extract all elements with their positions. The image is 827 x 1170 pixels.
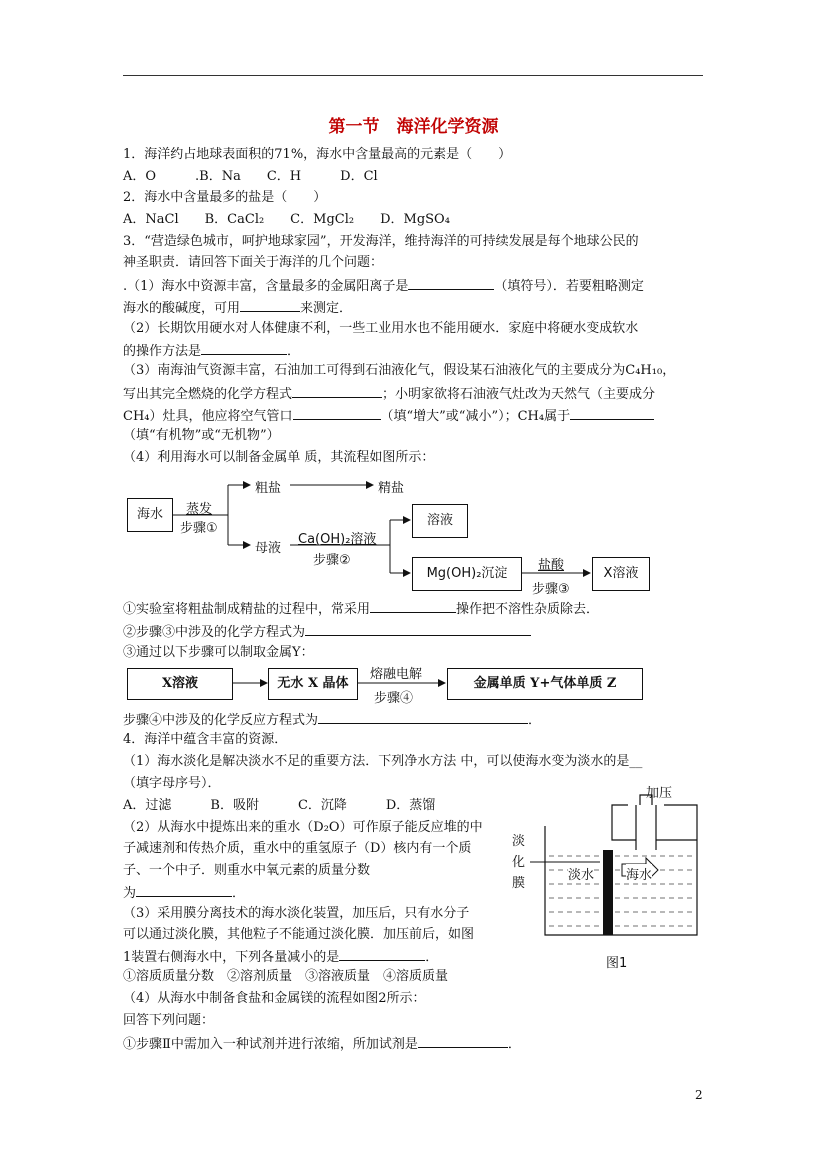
- flow-label-evaporate: 蒸发: [186, 502, 213, 517]
- q4-part3-options: ①溶质质量分数 ②溶剂质量 ③溶液质量 ④溶质质量: [123, 969, 449, 984]
- figure-1-label-sea-water: 海水: [626, 864, 652, 883]
- q3-part3-cont-text-b: ；小明家欲将石油液气灶改为天然气（主要成分: [382, 387, 656, 402]
- q3-sub3-text: 步骤④中涉及的化学反应方程式为: [123, 713, 319, 728]
- flow2-label-electrolysis: 熔融电解: [370, 667, 423, 682]
- q3-part3-cont2-text-b: （填“增大”或“减小”）；CH₄属于: [380, 409, 571, 424]
- q3-part2-period: ．: [287, 344, 301, 359]
- q4-part2-period: ．: [232, 886, 246, 901]
- flow-box-mgoh2: Mg(OH)₂沉淀: [412, 557, 522, 591]
- q3-part1-cont-text: 海水的酸碱度，可用: [123, 301, 241, 316]
- flow-box-x-solution: X溶液: [592, 557, 650, 591]
- question-1-options: A．O .B．Na C．H D．Cl: [123, 169, 378, 184]
- q4-part3-cont: 可以通过淡化膜，其他粒子不能通过淡化膜．加压前后，如图: [123, 927, 475, 942]
- q4-part1-cont: （填字母序号）．: [123, 776, 221, 791]
- q4-part2-cont: 子减速剂和传热介质，重水中的重氢原子（D）核内有一个质: [123, 841, 472, 856]
- q3-part4: （4）利用海水可以制备金属单 质，其流程如图所示：: [123, 450, 435, 465]
- q4-part4: （4）从海水中制备食盐和金属镁的流程如图2所示：: [123, 991, 426, 1006]
- flow2-box-products: 金属单质 Y+气体单质 Z: [447, 668, 643, 700]
- q3-part3-cont-text: 写出其完全燃烧的化学方程式: [123, 387, 293, 402]
- flow-label-step3: 步骤③: [532, 582, 570, 597]
- flow2-box-anhydrous: 无水 X 晶体: [268, 668, 358, 700]
- q4-part2-cont3-text: 为: [123, 886, 137, 901]
- q4-part1: （1）海水淡化是解决淡水不足的重要方法．下列净水方法 中，可以使海水变为淡水的是__: [123, 754, 643, 769]
- q3-sub3-period: ．: [528, 713, 542, 728]
- q3-part4-sub3: ③通过以下步骤可以制取金属Y：: [123, 645, 314, 660]
- q3-sub1-text: ①实验室将粗盐制成精盐的过程中，常采用: [123, 602, 371, 617]
- q4-sub1-text: ①步骤Ⅱ中需加入一种试剂并进行浓缩，所加试剂是: [123, 1037, 418, 1052]
- flow-label-crude-salt: 粗盐: [255, 481, 282, 496]
- flow-label-mother-liquor: 母液: [255, 541, 282, 556]
- q4-part2: （2）从海水中提炼出来的重水（D₂O）可作原子能反应堆的中: [123, 820, 483, 835]
- flow-label-caoh2: Ca(OH)₂溶液: [298, 532, 377, 547]
- q3-part1-text-b: （填符号）．若要粗略测定: [494, 279, 644, 294]
- flow-label-step2: 步骤②: [313, 553, 351, 568]
- q4-part3-cont2-text: 1装置右侧海水中，下列各量减小的是: [123, 950, 340, 965]
- q3-sub2-text: ②步骤③中涉及的化学方程式为: [123, 625, 306, 640]
- figure-1-label-fresh-water: 淡水: [568, 864, 594, 883]
- question-1: 1．海洋约占地球表面积的71%，海水中含量最高的元素是（ ）: [123, 147, 512, 162]
- figure-1-label-membrane-2: 化: [512, 855, 526, 870]
- figure-1-label-membrane-1: 淡: [512, 834, 526, 849]
- question-2: 2．海水中含量最多的盐是（ ）: [123, 190, 327, 205]
- figure-1-label-membrane-3: 膜: [512, 876, 526, 891]
- flow-label-refined-salt: 精盐: [378, 481, 405, 496]
- q3-part1-cont-text-b: 来测定．: [300, 301, 353, 316]
- q3-sub1-text-b: 操作把不溶性杂质除去．: [456, 602, 600, 617]
- q4-part4-cont: 回答下列问题：: [123, 1013, 215, 1028]
- q4-part3-period: ．: [425, 950, 439, 965]
- flow2-label-step4: 步骤④: [374, 691, 414, 706]
- page-number: 2: [695, 1088, 703, 1102]
- q3-part3-cont3: （填“有机物”或“无机物”）: [123, 428, 280, 443]
- q4-part2-cont2: 子、一个中子．则重水中氧元素的质量分数: [123, 863, 371, 878]
- q4-part3: （3）采用膜分离技术的海水淡化装置，加压后，只有水分子: [123, 906, 470, 921]
- flow-box-solution: 溶液: [412, 504, 468, 538]
- flow2-box-x-solution: X溶液: [127, 668, 233, 700]
- q4-part1-options: A．过滤 B．吸附 C．沉降 D．蒸馏: [123, 798, 436, 813]
- q3-part3-cont2-text: CH₄）灶具，他应将空气管口: [123, 409, 293, 424]
- figure-1-label-pressure: 加压: [646, 786, 673, 801]
- flow-box-seawater: 海水: [127, 498, 173, 532]
- q3-part1-text: .（1）海水中资源丰富，含量最多的金属阳离子是: [123, 279, 409, 294]
- question-4: 4．海洋中蕴含丰富的资源．: [123, 732, 288, 747]
- question-3-intro: 3．“营造绿色城市，呵护地球家园”，开发海洋，维持海洋的可持续发展是每个地球公民的: [123, 234, 639, 249]
- q3-part2: （2）长期饮用硬水对人体健康不利，一些工业用水也不能用硬水．家庭中将硬水变成软水: [123, 321, 639, 336]
- flow-label-hcl: 盐酸: [538, 558, 565, 573]
- q3-part2-cont-text: 的操作方法是: [123, 344, 202, 359]
- question-2-options: A．NaCl B．CaCl₂ C．MgCl₂ D．MgSO₄: [123, 212, 450, 227]
- question-3-intro-cont: 神圣职责．请回答下面关于海洋的几个问题：: [123, 255, 384, 270]
- flow-label-step1: 步骤①: [180, 521, 218, 536]
- page-title: 第一节 海洋化学资源: [328, 117, 499, 137]
- q3-part3: （3）南海油气资源丰富，石油加工可得到石油液化气，假设某石油液化气的主要成分为C₄H₁₀，: [123, 363, 676, 378]
- figure-1-caption: 图1: [606, 956, 628, 971]
- q4-sub1-period: ．: [507, 1037, 521, 1052]
